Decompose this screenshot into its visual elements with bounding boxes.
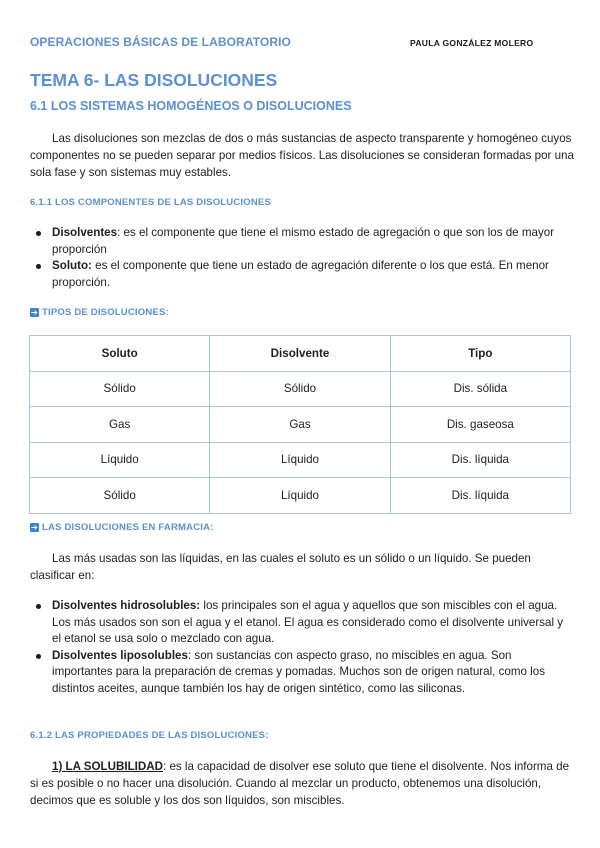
section-6-1-2-heading: 6.1.2 LAS PROPIEDADES DE LAS DISOLUCIONES:	[30, 730, 269, 741]
table-row	[30, 442, 571, 478]
table-cell: Gas	[210, 407, 390, 443]
section-6-1-heading: 6.1 LOS SISTEMAS HOMOGÉNEOS O DISOLUCIONES	[30, 99, 352, 113]
list-item: Disolventes: es el componente que tiene el mismo estado de agregación o que son los de mayor proporción	[30, 225, 575, 258]
bullet-icon	[36, 654, 41, 659]
farmacia-list	[30, 598, 575, 697]
components-list	[30, 225, 575, 291]
table-cell: Líquido	[210, 478, 390, 514]
table-cell: Dis. gaseosa	[390, 407, 570, 443]
farmacia-paragraph: Las más usadas son las líquidas, en las cuales el soluto es un sólido o un líquido. Se pueden clasificar en:	[30, 552, 531, 582]
tipos-table	[29, 335, 571, 514]
bullet-icon	[36, 231, 41, 236]
arrow-right-icon: ➔	[31, 308, 38, 317]
table-row	[30, 407, 571, 443]
table-row	[30, 371, 571, 407]
section-6-1-1-heading: 6.1.1 LOS COMPONENTES DE LAS DISOLUCIONES	[30, 197, 271, 208]
table-cell: Sólido	[210, 371, 390, 407]
table-cell: Dis. líquida	[390, 442, 570, 478]
solubilidad-paragraph: 1) LA SOLUBILIDAD: es la capacidad de disolver ese soluto que tiene el disolvente. Nos informa de si es posible o no hacer una disolución. Cuando al mezclar un producto, obtenemos una disolución, decimos que es soluble y los dos son líquidos, son miscibles.	[30, 760, 570, 807]
page-title: TEMA 6- LAS DISOLUCIONES	[30, 70, 278, 90]
table-row	[30, 478, 571, 514]
table-cell: Dis. líquida	[390, 478, 570, 514]
bullet-icon	[36, 264, 41, 269]
table-cell: Gas	[30, 407, 210, 443]
column-header: Disolvente	[210, 336, 390, 372]
column-header: Tipo	[390, 336, 570, 372]
list-item: Disolventes hidrosolubles: los principales son el agua y aquellos que son miscibles con el agua. Los más usados son son el agua y el etanol. El agua es considerado como el disolvente universal y el etanol se usa solo o mezclado con agua.	[30, 598, 575, 648]
arrow-right-icon: ➔	[31, 523, 38, 532]
list-item: Disolventes liposolubles: son sustancias con aspecto graso, no miscibles en agua. Son importantes para la preparación de cremas y pomadas. Muchos son de origen natural, como los distintos aceites, aunque también los hay de origen sintético, como las siliconas.	[30, 648, 575, 698]
bullet-icon	[36, 604, 41, 609]
table-cell: Sólido	[30, 478, 210, 514]
table-cell: Líquido	[30, 442, 210, 478]
section-6-1-paragraph: Las disoluciones son mezclas de dos o más sustancias de aspecto transparente y homogéneo cuyos componentes no se pueden separar por medios físicos. Las disoluciones se consideran formadas por una sola fase y son sistemas muy estables.	[30, 132, 574, 179]
table-cell: Dis. sólida	[390, 371, 570, 407]
column-header: Soluto	[30, 336, 210, 372]
farmacia-heading: ➔ LAS DISOLUCIONES EN FARMACIA:	[31, 522, 214, 533]
header-course-title: OPERACIONES BÁSICAS DE LABORATORIO	[30, 35, 291, 49]
table-cell: Líquido	[210, 442, 390, 478]
table-cell: Sólido	[30, 371, 210, 407]
table-header-row	[30, 336, 571, 372]
tipos-heading: ➔ TIPOS DE DISOLUCIONES:	[31, 307, 169, 318]
header-author: PAULA GONZÁLEZ MOLERO	[410, 38, 534, 48]
list-item: Soluto: es el componente que tiene un estado de agregación diferente o los que está. En menor proporción.	[30, 258, 575, 291]
